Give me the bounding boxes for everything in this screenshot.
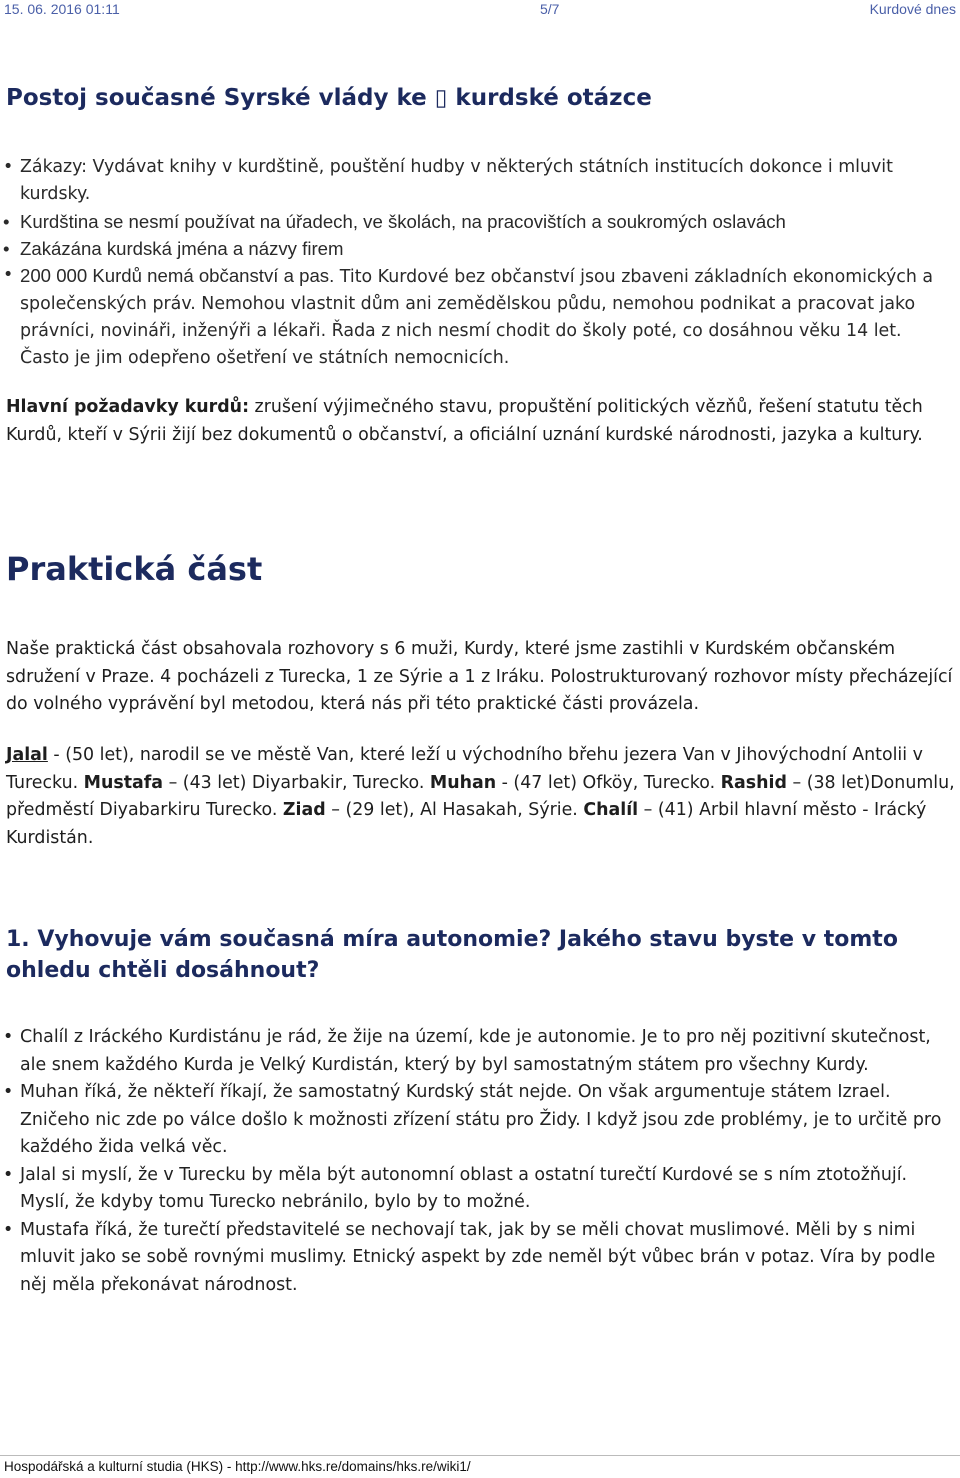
restrictions-list (0, 154, 955, 372)
section-title-practical: Praktická část (6, 550, 263, 588)
list-item: • Zákazy: Vydávat knihy v kurdštině, pouštění hudby v některých státních institucích dokonce i mluvit kurdsky. (0, 154, 955, 208)
participant-name: Mustafa (83, 772, 164, 793)
list-item: • Jalal si myslí, že v Turecku by měla být autonomní oblast a ostatní turečtí Kurdové se s ním ztotožňují. Myslí, že kdyby tomu Turecko nebránilo, bylo by to možné. (0, 1162, 955, 1217)
list-item: • Muhan říká, že někteří říkají, že samostatný Kurdský stát nejde. On však argumentuje státem Izrael. Zničeho nic zde po válce došlo k možnosti zřízení státu pro Židy. I když jsou zde problémy, je to určitě pro každého žida velká věc. (0, 1079, 955, 1162)
footer-divider (0, 1455, 960, 1456)
header-page-number: 5/7 (540, 1, 560, 17)
participant-name: Jalal (6, 745, 48, 765)
participants-paragraph: Jalal - (50 let), narodil se ve městě Van, které leží u východního břehu jezera Van v Jihovýchodní Antolii v Turecku. Mustafa – (43 let) Diyarbakir, Turecko. Muhan - (47 let) Ofköy, Turecko. Rashid – (38 let)Donumlu, předměstí Diyabarkiru Turecko. Ziad – (29 let), Al Hasakah, Sýrie. Chalíl – (41) Arbil hlavní město - Irácký Kurdistán. (6, 745, 955, 848)
participant-name: Muhan (429, 772, 497, 793)
header-date: 15. 06. 2016 01:11 (4, 1, 120, 17)
answers-list (0, 1024, 955, 1299)
list-item: • Zakázána kurdská jména a názvy firem (0, 235, 955, 262)
header-site-title: Kurdové dnes (869, 1, 956, 17)
practical-intro-paragraph: Naše praktická část obsahovala rozhovory s 6 muži, Kurdy, které jsme zastihli v Kurdském občanském sdružení v Praze. 4 pocházeli z Turecka, 1 ze Sýrie a 1 z Iráku. Polostrukturovaný rozhovor místy přecházející do volného vyprávění byl metodou, která nás při této praktické části provázela. (6, 639, 953, 714)
participant-name: Rashid (720, 772, 787, 793)
list-item: • 200 000 Kurdů nemá občanství a pas. Tito Kurdové bez občanství jsou zbaveni základních ekonomických a společenských práv. Nemohou vlastnit dům ani zemědělskou půdu, nemohou podnikat a pracovat jako právníci, novináři, inženýři a lékaři. Řada z nich nesmí chodit do školy poté, co dosáhnou věku 14 let. Často je jim odepřeno ošetření ve státních nemocnicích. (0, 262, 955, 372)
section-title-syrian-government: Postoj současné Syrské vlády ke ▯ kurdské otázce (6, 85, 652, 111)
question-1-title: 1. Vyhovuje vám současná míra autonomie? Jakého stavu byste v tomto ohledu chtěli dosáhnout? (6, 927, 898, 983)
page-footer: Hospodářská a kulturní studia (HKS) - http://www.hks.re/domains/hks.re/wiki1/ (4, 1459, 471, 1474)
participant-name: Ziad (282, 800, 326, 820)
demands-label: Hlavní požadavky kurdů: (6, 397, 250, 417)
list-item: • Kurdština se nesmí používat na úřadech, ve školách, na pracovištích a soukromých oslavách (0, 208, 955, 235)
list-item: • Chalíl z Iráckého Kurdistánu je rád, že žije na území, kde je autonomie. Je to pro něj pozitivní skutečnost, ale snem každého Kurda je Velký Kurdistán, který by byl samostatným státem pro všechny Kurdy. (0, 1024, 955, 1079)
participant-name: Chalíl (583, 800, 639, 820)
demands-paragraph: Hlavní požadavky kurdů: zrušení výjimečného stavu, propuštění politických vězňů, řešení statutu těch Kurdů, kteří v Sýrii žijí bez dokumentů o občanství, a oficiální uznání kurdské národnosti, jazyka a kultury. (6, 397, 923, 445)
list-item: • Mustafa říká, že turečtí představitelé se nechovají tak, jak by se měli chovat muslimové. Měli by s nimi mluvit jako se sobě rovnými muslimy. Etnický aspekt by zde neměl být vůbec brán v potaz. Víra by podle něj měla překonávat národnost. (0, 1217, 955, 1300)
page-header (0, 0, 960, 18)
